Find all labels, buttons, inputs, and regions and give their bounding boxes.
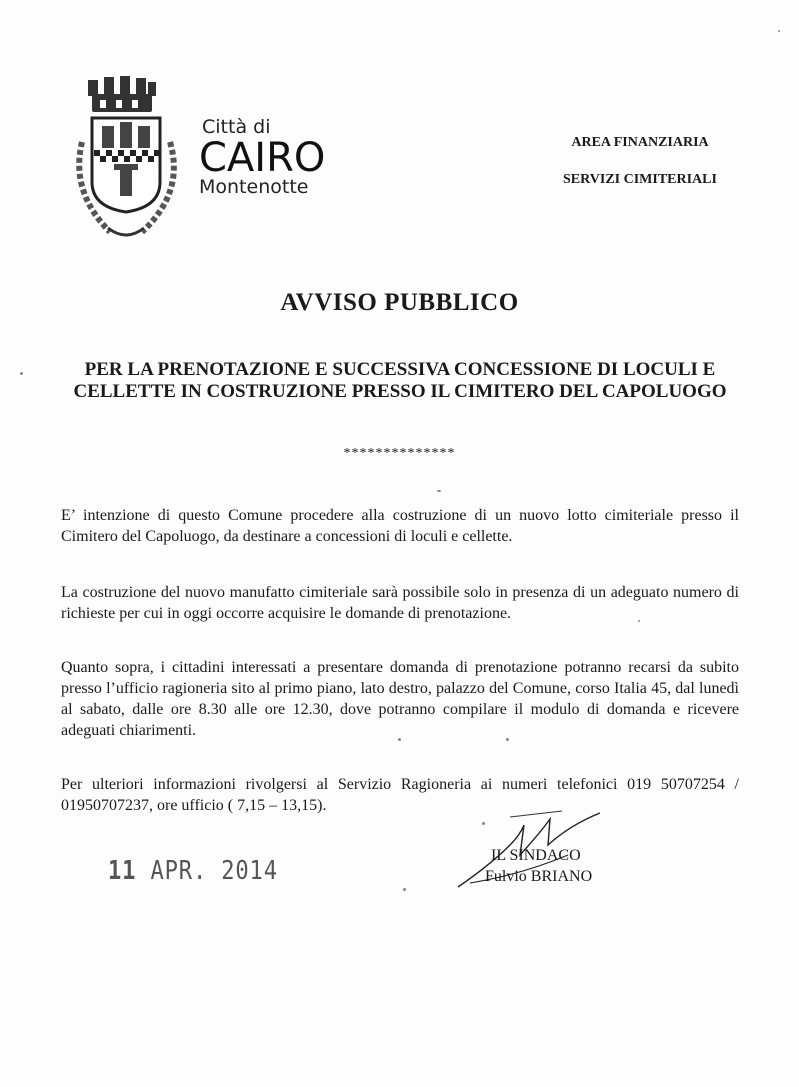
signatory-name: Fulvio BRIANO — [485, 868, 593, 885]
paragraph: La costruzione del nuovo manufatto cimiteriale sarà possibile solo in presenza di un adeguato numero di richieste per cui in oggi occorre acquisire le domande di prenotazione. — [61, 584, 739, 622]
stamp-day: 11 — [108, 856, 137, 886]
scan-speck — [778, 30, 780, 32]
scan-speck — [506, 738, 509, 741]
paragraph: Per ulteriori informazioni rivolgersi al Servizio Ragioneria ai numeri telefonici 019 50707254 / 01950707237, ore ufficio ( 7,15 – 13,15). — [61, 776, 739, 814]
stamp-month-year: APR. 2014 — [150, 856, 278, 886]
scan-speck — [398, 738, 401, 741]
document-subtitle: PER LA PRENOTAZIONE E SUCCESSIVA CONCESSIONE DI LOCULI E CELLETTE IN COSTRUZIONE PRESSO IL CIMITERO DEL CAPOLUOGO — [73, 359, 727, 402]
crest-icon — [70, 72, 200, 250]
paragraph: E’ intenzione di questo Comune procedere alla costruzione di un nuovo lotto cimiteriale presso il Cimitero del Capoluogo, da destinare a concessioni di loculi e cellette. — [61, 507, 739, 545]
separator: ************** — [343, 446, 456, 461]
city-name: CAIRO — [199, 135, 326, 181]
city-prefix: Città di — [202, 116, 271, 138]
scan-speck — [403, 888, 406, 891]
scan-speck — [482, 822, 485, 825]
area-line-finance: AREA FINANZIARIA — [571, 135, 709, 150]
paragraph: Quanto sopra, i cittadini interessati a presentare domanda di prenotazione potranno recarsi da subito presso l’ufficio ragioneria sito al primo piano, lato destro, palazzo del Comune, corso Italia 45, dal lunedì al sabato, dalle ore 8.30 alle ore 12.30, dove potranno compilare il modulo di domanda e ricevere adeguati chiarimenti. — [61, 659, 739, 739]
scan-speck — [437, 490, 441, 492]
document-title: AVVISO PUBBLICO — [280, 289, 519, 316]
city-suffix: Montenotte — [199, 176, 309, 198]
scan-speck — [20, 372, 23, 375]
signatory-role: IL SINDACO — [491, 847, 581, 864]
area-line-cemetery: SERVIZI CIMITERIALI — [563, 172, 717, 187]
date-stamp — [108, 856, 278, 886]
scan-speck — [638, 620, 640, 622]
